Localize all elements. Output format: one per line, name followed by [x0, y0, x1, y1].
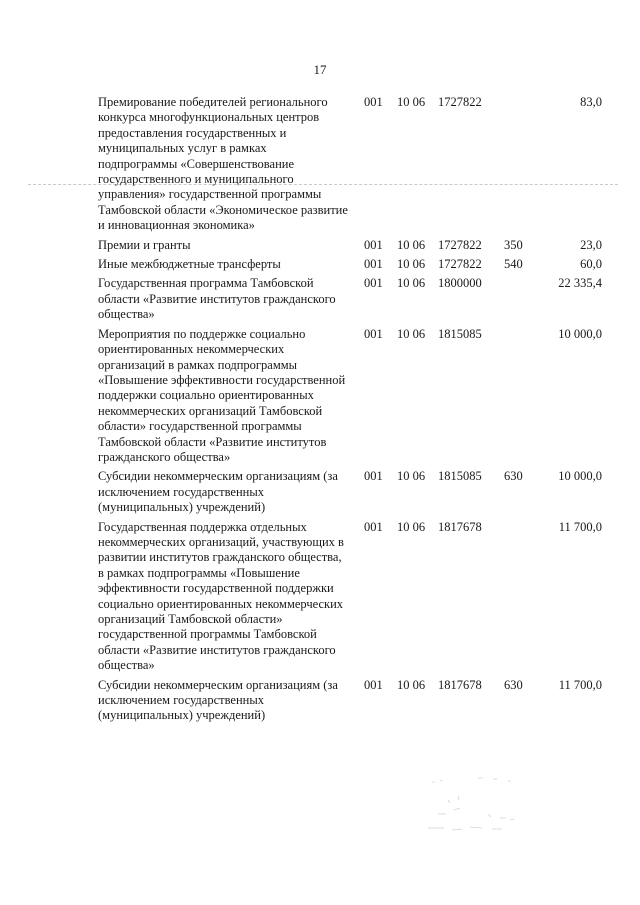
table-row — [98, 520, 602, 674]
table-row — [98, 95, 602, 234]
row-amount: 10 000,0 — [558, 326, 602, 341]
row-expense-type: 630 — [504, 469, 523, 484]
row-target-article: 1727822 — [438, 95, 482, 109]
row-target-article: 1817678 — [438, 677, 482, 692]
table-row — [98, 678, 602, 724]
row-amount: 83,0 — [580, 95, 602, 109]
row-target-article: 1727822 — [438, 257, 482, 272]
row-amount: 10 000,0 — [558, 469, 602, 484]
row-amount: 23,0 — [580, 237, 602, 252]
row-target-article: 1815085 — [438, 326, 482, 341]
table-row — [98, 238, 602, 253]
row-section-code: 10 06 — [397, 326, 426, 341]
row-section-code: 10 06 — [397, 95, 426, 109]
row-description: Государственная программа Тамбовской области «Развитие институтов гражданского общества» — [98, 276, 336, 322]
row-target-article: 1815085 — [438, 469, 482, 484]
table-row — [98, 469, 602, 515]
row-expense-type: 630 — [504, 677, 523, 692]
row-amount: 11 700,0 — [558, 519, 602, 534]
row-section-code: 10 06 — [397, 469, 426, 484]
table-row — [98, 276, 602, 322]
row-section-code: 10 06 — [397, 519, 426, 534]
row-description: Мероприятия по поддержке социально ориентированных некоммерческих организаций в рамках подпрограммы «Повышение эффективности государственной поддержки социально ориентированных некоммерческих организаций Тамбовской области» государственной программы Тамбовской области «Развитие институтов гражданского общества» — [98, 326, 346, 464]
row-section-code: 10 06 — [397, 257, 426, 272]
row-department-code: 001 — [364, 519, 383, 534]
row-department-code: 001 — [364, 276, 383, 291]
row-section-code: 10 06 — [397, 677, 426, 692]
row-amount: 60,0 — [580, 257, 602, 272]
budget-table — [98, 95, 602, 728]
row-department-code: 001 — [364, 677, 383, 692]
row-target-article: 1817678 — [438, 519, 482, 534]
row-target-article: 1800000 — [438, 276, 482, 291]
row-department-code: 001 — [364, 257, 383, 272]
row-expense-type: 540 — [504, 257, 523, 272]
page-number: 17 — [313, 62, 327, 77]
table-row — [98, 327, 602, 466]
row-department-code: 001 — [364, 326, 383, 341]
row-section-code: 10 06 — [397, 237, 426, 252]
row-description: Иные межбюджетные трансферты — [98, 257, 281, 272]
row-department-code: 001 — [364, 237, 383, 252]
row-description: Государственная поддержка отдельных некоммерческих организаций, участвующих в развитии институтов гражданского общества, в рамках подпрограммы «Повышение эффективности государственной поддержки социально ориентированных некоммерческих организаций Тамбовской области» государственной программы Тамбовской области «Развитие институтов гражданского общества» — [98, 519, 344, 673]
row-target-article: 1727822 — [438, 237, 482, 252]
row-description: Премирование победителей регионального конкурса многофункциональных центров предоставления государственных и муниципальных услуг в рамках подпрограммы «Совершенствование государственного и муниципального управления» государственной программы Тамбовской области «Экономическое развитие и инновационная экономика» — [98, 95, 348, 233]
row-department-code: 001 — [364, 469, 383, 484]
row-section-code: 10 06 — [397, 276, 426, 291]
table-row — [98, 257, 602, 272]
row-amount: 11 700,0 — [558, 677, 602, 692]
row-department-code: 001 — [364, 95, 383, 109]
row-description: Субсидии некоммерческим организациям (за исключением государственных (муниципальных) учреждений) — [98, 469, 338, 515]
row-description: Субсидии некоммерческим организациям (за исключением государственных (муниципальных) учреждений) — [98, 677, 338, 723]
row-description: Премии и гранты — [98, 237, 191, 252]
row-amount: 22 335,4 — [558, 276, 602, 291]
row-expense-type: 350 — [504, 237, 523, 252]
faint-stamp-mark — [418, 770, 528, 840]
